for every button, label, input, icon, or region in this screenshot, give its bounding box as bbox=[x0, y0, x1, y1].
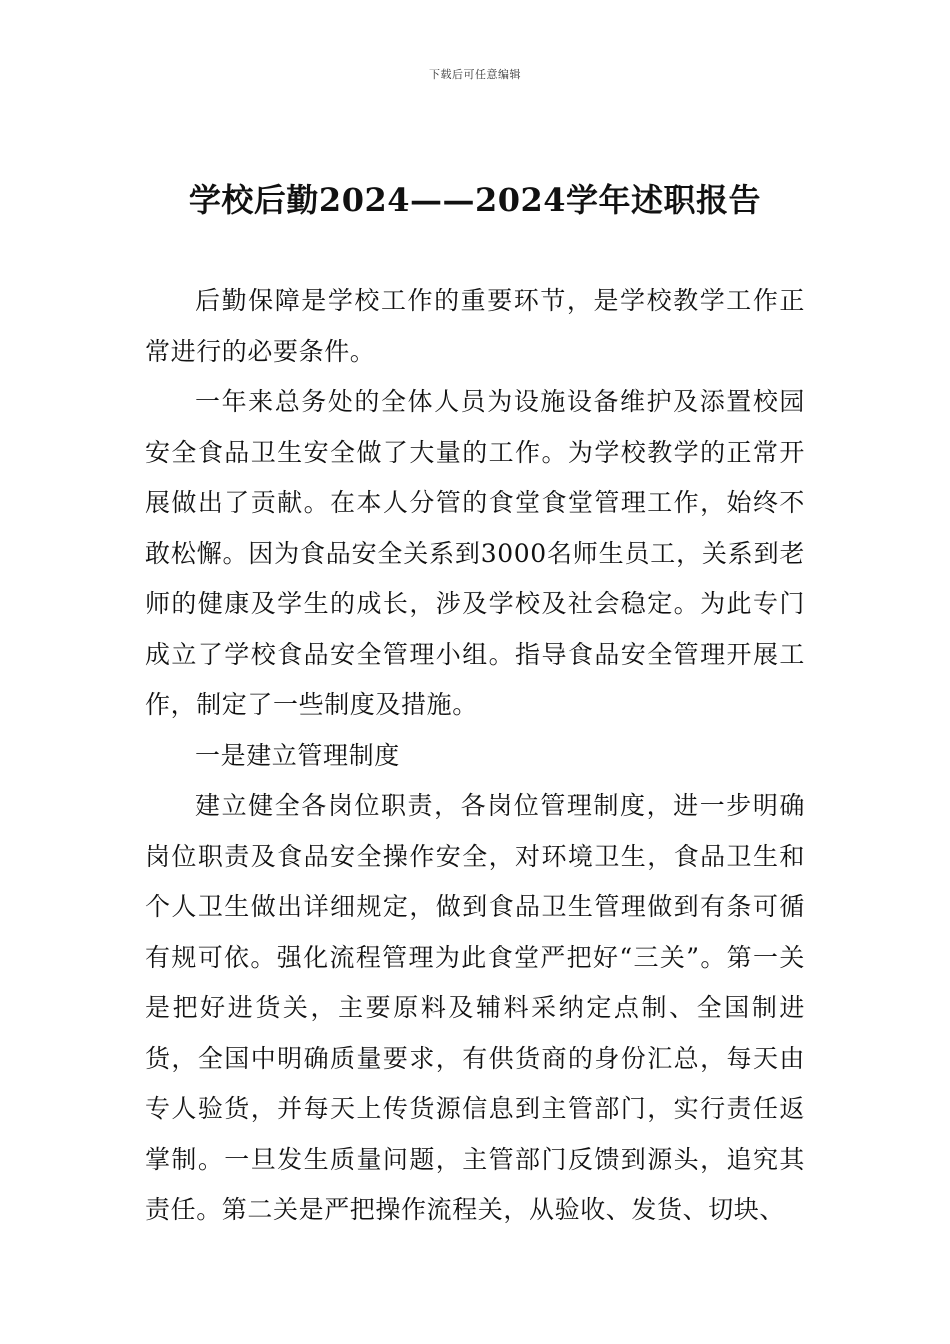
paragraph-intro: 后勤保障是学校工作的重要环节，是学校教学工作正常进行的必要条件。 bbox=[145, 286, 805, 366]
paragraph-overview: 一年来总务处的全体人员为设施设备维护及添置校园安全食品卫生安全做了大量的工作。为学校教学的正常开展做出了贡献。在本人分管的食堂食堂管理工作，始终不敢松懈。因为食品安全关系到3000名师生员工，关系到老师的健康及学生的成长，涉及学校及社会稳定。为此专门成立了学校食品安全管理小组。指导食品安全管理开展工作，制定了一些制度及措施。 bbox=[145, 387, 805, 719]
document-body bbox=[145, 276, 805, 1236]
section-heading: 一是建立管理制度 bbox=[195, 740, 400, 770]
document-title: 学校后勤2024——2024学年述职报告 bbox=[188, 181, 762, 219]
header-note: 下载后可任意编辑 bbox=[429, 68, 521, 81]
paragraph-management: 建立健全各岗位职责，各岗位管理制度，进一步明确岗位职责及食品安全操作安全，对环境卫生，食品卫生和个人卫生做出详细规定，做到食品卫生管理做到有条可循有规可依。强化流程管理为此食堂严把好“三关”。第一关是把好进货关，主要原料及辅料采纳定点制、全国制进货，全国中明确质量要求，有供货商的身份汇总，每天由专人验货，并每天上传货源信息到主管部门，实行责任返掌制。一旦发生质量问题，主管部门反馈到源头，追究其责任。第二关是严把操作流程关，从验收、发货、切块、 bbox=[145, 791, 805, 1224]
